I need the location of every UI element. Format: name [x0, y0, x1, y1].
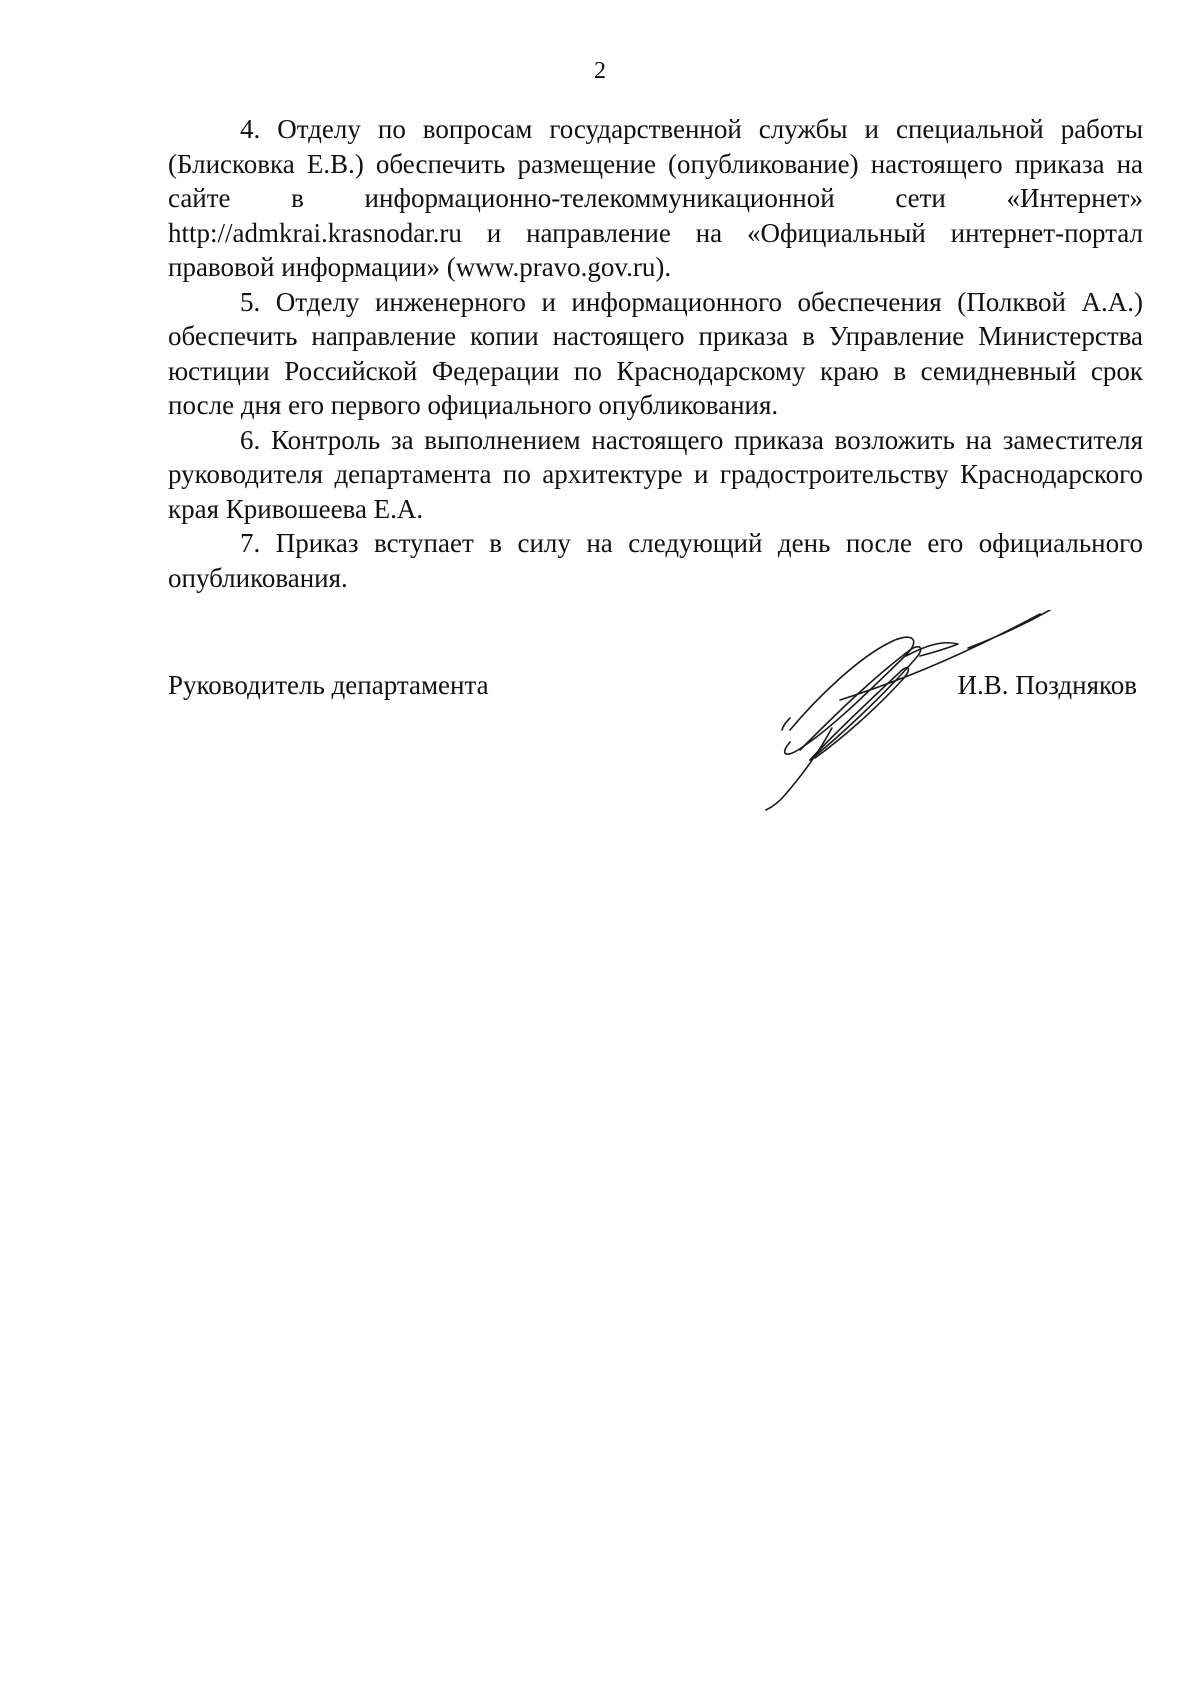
- handwritten-signature: [720, 610, 1060, 820]
- paragraph-7: 7. Приказ вступает в силу на следующий день после его официального опубликования.: [168, 528, 1143, 593]
- document-body: [168, 112, 1143, 595]
- signatory-name: И.В. Поздняков: [957, 670, 1137, 700]
- paragraph-5: 5. Отделу инженерного и информационного обеспечения (Полквой А.А.) обеспечить направление копии настоящего приказа в Управление Министерства юстиции Российской Федерации по Краснодарскому краю в семидневный срок после дня его первого официального опубликования.: [168, 286, 1143, 420]
- paragraph-4: 4. Отделу по вопросам государственной службы и специальной работы (Блисковка Е.В.) обеспечить размещение (опубликование) настоящего приказа на сайте в информационно-телекоммуникационной сети «Интернет» http://admkrai.krasnodar.ru и направление на «Официальный интернет-портал правовой информации» (www.pravo.gov.ru).: [168, 114, 1143, 282]
- paragraph-6: 6. Контроль за выполнением настоящего приказа возложить на заместителя руководителя департамента по архитектуре и градостроительству Краснодарского края Кривошеева Е.А.: [168, 424, 1143, 524]
- page-number: 2: [594, 58, 606, 84]
- signatory-position: Руководитель департамента: [168, 670, 489, 700]
